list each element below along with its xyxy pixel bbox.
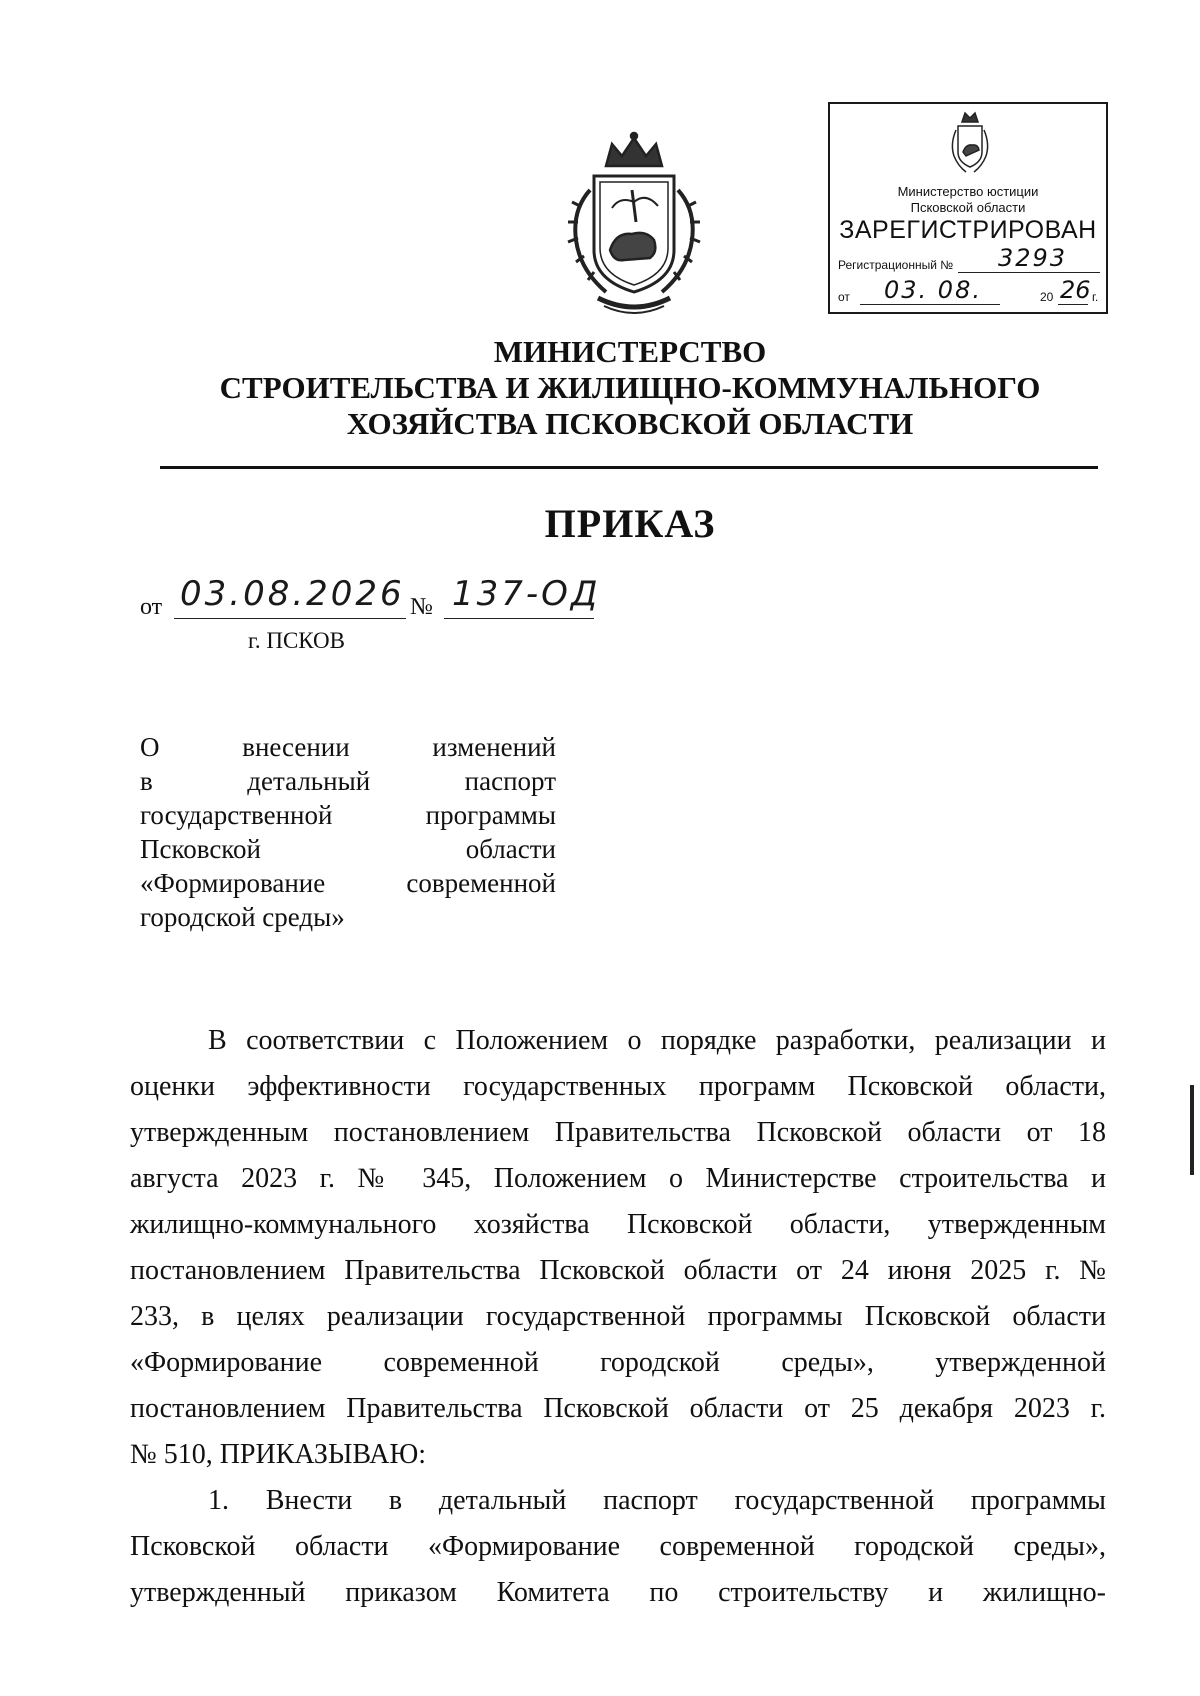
stamp-registered-label: ЗАРЕГИСТРИРОВАН	[839, 216, 1097, 244]
subject-line: О внесении изменений	[140, 732, 556, 762]
header-divider	[160, 466, 1098, 469]
subject-line: «Формирование современной	[140, 868, 556, 898]
coat-of-arms-emblem-icon	[554, 130, 714, 320]
ministry-title-line3: ХОЗЯЙСТВА ПСКОВСКОЙ ОБЛАСТИ	[346, 406, 914, 441]
stamp-from-label: от	[838, 290, 850, 304]
subject-line: в детальный паспорт	[140, 766, 556, 796]
body-line: № 510, ПРИКАЗЫВАЮ:	[130, 1439, 427, 1470]
document-title: ПРИКАЗ	[544, 501, 716, 546]
order-subject	[140, 730, 556, 934]
order-body	[130, 1018, 1106, 1616]
stamp-date-value: 03. 08.	[884, 276, 982, 304]
body-line: В соответствии с Положением о порядке разработки, реализации и	[208, 1025, 1106, 1056]
body-line: оценки эффективности государственных программ Псковской области,	[130, 1071, 1106, 1102]
stamp-reg-number-underline	[958, 272, 1100, 273]
body-line: утвержденным постановлением Правительства Псковской области от 18	[130, 1117, 1106, 1148]
ministry-title-line2: СТРОИТЕЛЬСТВА И ЖИЛИЩНО-КОММУНАЛЬНОГО	[219, 370, 1041, 405]
stamp-year-value: 26	[1060, 276, 1091, 304]
body-line: «Формирование современной городской среды», утвержденной	[130, 1347, 1106, 1378]
body-line: постановлением Правительства Псковской области от 25 декабря 2023 г.	[130, 1393, 1106, 1424]
subject-line: государственной программы	[140, 800, 556, 830]
order-date-underline	[174, 618, 406, 619]
ministry-title-line1: МИНИСТЕРСТВО	[493, 334, 767, 369]
body-line: утвержденный приказом Комитета по строительству и жилищно-	[130, 1577, 1106, 1608]
stamp-year-prefix: 20	[1040, 290, 1054, 304]
stamp-region-line: Псковской области	[910, 200, 1026, 215]
order-city: г. ПСКОВ	[248, 628, 346, 653]
stamp-year-suffix: г.	[1092, 290, 1099, 304]
stamp-year-underline	[1058, 304, 1088, 305]
scan-margin-mark	[1190, 1085, 1194, 1175]
registration-stamp	[828, 102, 1108, 314]
body-line: жилищно-коммунального хозяйства Псковской области, утвержденным	[130, 1209, 1106, 1240]
body-line: августа 2023 г. № 345, Положением о Министерстве строительства и	[130, 1163, 1106, 1194]
stamp-coat-of-arms-icon	[948, 110, 992, 176]
stamp-ministry-line: Министерство юстиции	[897, 184, 1039, 199]
body-line: 1. Внести в детальный паспорт государственной программы	[208, 1485, 1106, 1516]
order-number-value: 137-ОД	[452, 574, 601, 614]
subject-line: городской среды»	[140, 902, 345, 932]
stamp-reg-number-label: Регистрационный №	[838, 258, 954, 272]
order-number-underline	[444, 618, 594, 619]
subject-line: Псковской области	[140, 834, 556, 864]
body-line: 233, в целях реализации государственной программы Псковской области	[130, 1301, 1106, 1332]
body-line: постановлением Правительства Псковской области от 24 июня 2025 г. №	[130, 1255, 1106, 1286]
order-date-value: 03.08.2026	[180, 574, 405, 614]
order-number-label: №	[410, 594, 433, 620]
stamp-date-underline	[860, 304, 1000, 305]
order-from-label: от	[140, 594, 163, 620]
stamp-reg-number-value: 3293	[998, 244, 1068, 272]
body-line: Псковской области «Формирование современной городской среды»,	[130, 1531, 1106, 1562]
